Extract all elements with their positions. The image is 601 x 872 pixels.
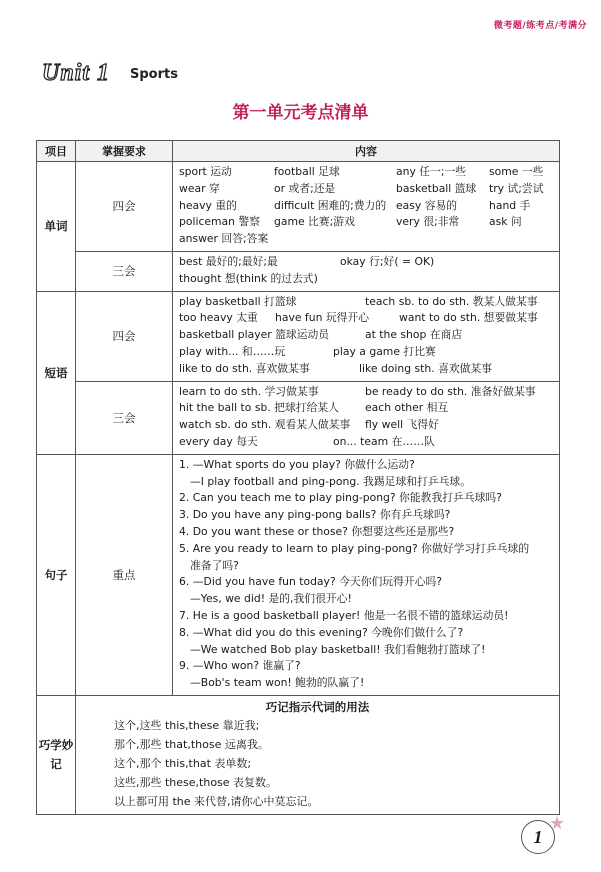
- list-item: every day 每天 on... team 在……队: [179, 434, 435, 448]
- level-four: 四会: [76, 162, 173, 252]
- category-sentences: 句子: [37, 454, 76, 695]
- list-item: 那个,那些 that,those 远离我。: [114, 737, 269, 751]
- table-row: [37, 251, 560, 291]
- list-item: learn to do sth. 学习做某事 be ready to do sth. 准备好做某事: [179, 384, 536, 398]
- unit-subtitle: Sports: [130, 67, 178, 82]
- words-level3-content: [173, 251, 560, 291]
- list-item: play basketball 打篮球 teach sb. to do sth. 教某人做某事: [179, 294, 538, 308]
- list-item: best 最好的;最好;最 okay 行;好( = OK): [179, 254, 435, 268]
- list-item: 6. —Did you have fun today? 今天你们玩得开心吗?: [179, 575, 443, 589]
- list-item: answer 回答;答案: [179, 232, 269, 246]
- level-four: 四会: [76, 291, 173, 381]
- list-item: 2. Can you teach me to play ping-pong? 你能教我打乒乓球吗?: [179, 491, 502, 505]
- page-title: 第一单元考点清单: [232, 103, 369, 123]
- list-item: —Bob's team won! 鲍勃的队赢了!: [190, 676, 365, 690]
- list-item: —I play football and ping-pong. 我踢足球和打乒乓球。: [190, 474, 472, 488]
- sentences-content: [173, 454, 560, 695]
- header-requirement: 掌握要求: [76, 141, 173, 162]
- tips-title: 巧记指示代词的用法: [265, 699, 370, 714]
- table-row: [37, 695, 560, 814]
- unit-title: Unit 1: [42, 60, 111, 86]
- table-row: [37, 381, 560, 454]
- table-row: [37, 454, 560, 695]
- tips-content: [76, 695, 560, 814]
- list-item: 9. —Who won? 谁赢了?: [179, 659, 301, 673]
- list-item: basketball player 篮球运动员 at the shop 在商店: [179, 328, 463, 342]
- list-item: policeman 警察 game 比赛;游戏 very 很;非常 ask 问: [179, 215, 522, 229]
- list-item: sport 运动 football 足球 any 任一;一些 some 一些: [179, 165, 544, 178]
- table-row: [37, 291, 560, 381]
- list-item: 3. Do you have any ping-pong balls? 你有乒乓球吗?: [179, 508, 451, 522]
- header-item: 项目: [37, 141, 76, 162]
- list-item: thought 想(think 的过去式): [179, 271, 318, 285]
- list-item: 准备了吗?: [190, 558, 239, 572]
- list-item: watch sb. do sth. 观看某人做某事 fly well 飞得好: [179, 418, 439, 432]
- list-item: too heavy 太重 have fun 玩得开心 want to do sth. 想要做某事: [179, 311, 538, 325]
- list-item: 8. —What did you do this evening? 今晚你们做什么了?: [179, 625, 464, 639]
- list-item: 以上都可用 the 来代替,请你心中莫忘记。: [114, 794, 319, 808]
- list-item: heavy 重的 difficult 困难的;费力的 easy 容易的 hand 手: [179, 198, 531, 212]
- list-item: play with... 和……玩 play a game 打比赛: [179, 344, 436, 358]
- star-icon: ★: [549, 813, 566, 834]
- words-level4-content: [173, 162, 560, 252]
- level-three: 三会: [76, 381, 173, 454]
- list-item: 1. —What sports do you play? 你做什么运动?: [179, 457, 415, 471]
- series-tag: 微考题/练考点/考满分: [493, 21, 587, 31]
- phrases-level3-content: [173, 381, 560, 454]
- level-key: 重点: [76, 454, 173, 695]
- table-row: [37, 162, 560, 252]
- list-item: —Yes, we did! 是的,我们很开心!: [190, 592, 352, 606]
- phrases-level4-content: [173, 291, 560, 381]
- unit-heading: [42, 60, 110, 87]
- category-words: 单词: [37, 162, 76, 292]
- list-item: like to do sth. 喜欢做某事 like doing sth. 喜欢做某事: [179, 361, 493, 375]
- page-number: 1: [521, 820, 555, 854]
- header-content: 内容: [173, 141, 560, 162]
- list-item: 7. He is a good basketball player! 他是一名很不错的篮球运动员!: [179, 608, 509, 622]
- list-item: 5. Are you ready to learn to play ping-pong? 你做好学习打乒乓球的: [179, 541, 530, 555]
- list-item: 这个,这些 this,these 靠近我;: [114, 718, 260, 732]
- list-item: 这个,那个 this,that 表单数;: [114, 756, 252, 770]
- list-item: wear 穿 or 或者;还是 basketball 篮球 try 试;尝试: [179, 181, 544, 195]
- table-header-row: [37, 141, 560, 162]
- list-item: 4. Do you want these or those? 你想要这些还是那些?: [179, 524, 455, 538]
- checklist-table: [36, 140, 560, 815]
- level-three: 三会: [76, 251, 173, 291]
- list-item: —We watched Bob play basketball! 我们看鲍勃打篮球了!: [190, 642, 486, 656]
- category-tips: 巧学妙记: [37, 695, 76, 814]
- list-item: 这些,那些 these,those 表复数。: [114, 775, 278, 789]
- category-phrases: 短语: [37, 291, 76, 454]
- list-item: hit the ball to sb. 把球打给某人 each other 相互: [179, 401, 449, 415]
